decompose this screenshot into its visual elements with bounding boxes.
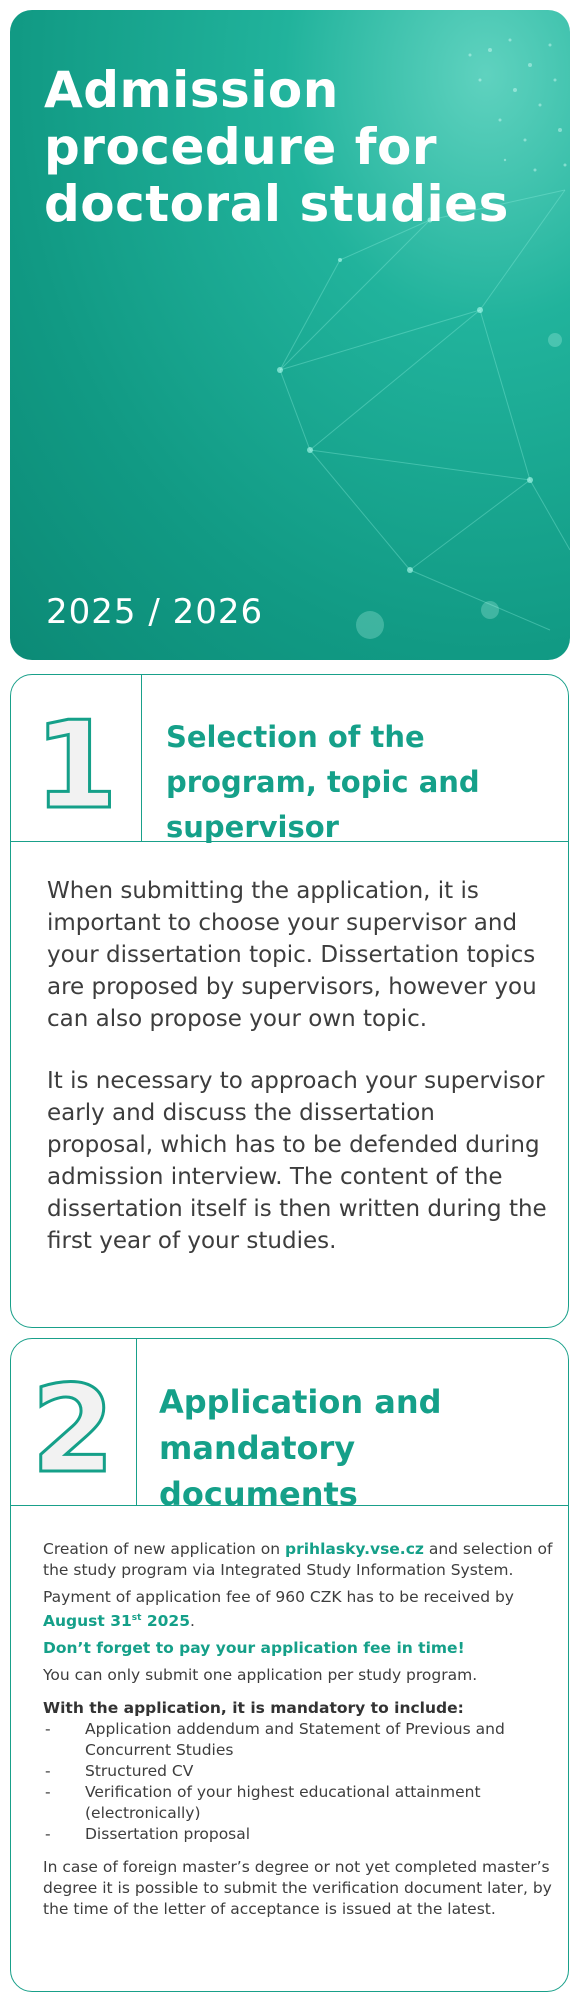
- section-2-header: [11, 1339, 568, 1513]
- list-item: - Structured CV: [43, 1761, 555, 1782]
- list-item: - Dissertation proposal: [43, 1824, 555, 1845]
- section-1-paragraph-2: It is necessary to approach your supervisor early and discuss the dissertation proposal, which has to be defended during admission interview. The content of the dissertation itself is then written during the first year of your studies.: [47, 1068, 547, 1254]
- section-1-paragraph-1: When submitting the application, it is important to choose your supervisor and your dissertation topic. Dissertation topics are proposed by supervisors, however you can also propose your own topic.: [47, 878, 537, 1032]
- application-text-end: and selection of the study program via Integrated Study Information System.: [43, 1540, 553, 1579]
- list-item: - Verification of your highest educational attainment (electronically): [43, 1782, 555, 1824]
- application-creation-text: [43, 1539, 555, 1581]
- mandatory-documents-heading: With the application, it is mandatory to include:: [43, 1699, 464, 1718]
- mandatory-documents-list: [43, 1719, 555, 1845]
- hero-banner: [10, 10, 570, 660]
- fee-text-start: Payment of application fee of 960 CZK has to be received by: [43, 1588, 514, 1606]
- section-2-card: [10, 1338, 569, 1992]
- section-1-title: Selection of the program, topic and supervisor: [166, 720, 480, 844]
- foreign-degree-note: In case of foreign master’s degree or not yet completed master’s degree it is possible to submit the verification document later, by the time of the letter of acceptance is issued at the latest.: [43, 1858, 552, 1919]
- application-portal-link[interactable]: prihlasky.vse.cz: [285, 1540, 424, 1558]
- fee-text-end: .: [189, 1612, 195, 1631]
- academic-year: 2025 / 2026: [46, 592, 264, 632]
- section-2-number-cell: [11, 1339, 137, 1505]
- section-1-number: [11, 675, 141, 841]
- fee-reminder: Don’t forget to pay your application fee in time!: [43, 1639, 465, 1658]
- section-2-number: [11, 1339, 136, 1505]
- section-1-number-cell: [11, 675, 142, 841]
- list-item: - Application addendum and Statement of Previous and Concurrent Studies: [43, 1719, 555, 1761]
- section-1-card: [10, 674, 569, 1328]
- section-2-body: [43, 1539, 555, 1926]
- fee-payment-text: [43, 1587, 555, 1632]
- fee-deadline-date: August 31st 2025: [43, 1612, 190, 1631]
- section-2-title: Application and mandatory documents: [159, 1383, 442, 1513]
- svg-text:1: 1: [34, 697, 118, 836]
- one-application-note: You can only submit one application per study program.: [43, 1666, 478, 1685]
- section-1-body: [47, 875, 547, 1287]
- page-title: Admission procedure for doctoral studies: [44, 61, 509, 233]
- application-text-start: Creation of new application on: [43, 1540, 285, 1558]
- section-1-header: [11, 675, 568, 842]
- svg-text:2: 2: [31, 1361, 115, 1500]
